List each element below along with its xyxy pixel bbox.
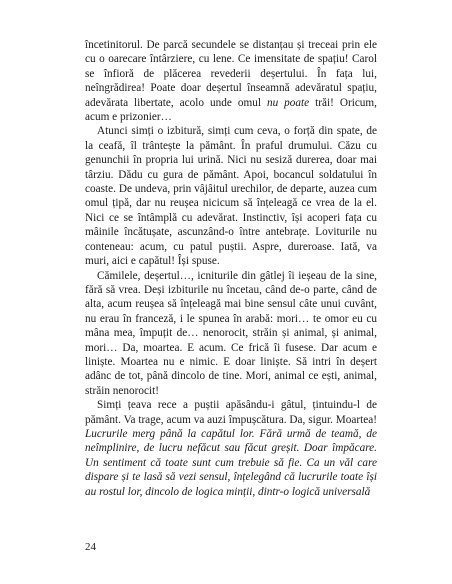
text-run: Atunci simți o izbitură, simți cum ceva, o forță din spate, de la ceafă, îl trântește la pământ. În praful drumului. Căzu cu genunchii în propria lui urină. Nici nu sesiză durerea, doar mai târziu. Dădu cu gura de pământ. Apoi, bocancul soldatului în coaste. De undeva, prin vâjâitul urechilor, de departe, auzea cum omul țipă, dar nu reușea nicicum să înțeleagă ce vrea de la el. Nici ce se întâmplă cu adevărat. Instinctiv, își acoperi fața cu mâinile încătușate, ascunzând-o între antebrațe. Loviturile nu conteneau: acum, cu patul puștii. Aspre, dureroase. Iată, va muri, aici e capătul! Își spuse. xyxy=(85,125,377,268)
paragraph xyxy=(85,38,377,124)
italic-run: Lucrurile merg până la capătul lor. Fără urmă de teamă, de neîmplinire, de lucru nefăcut sau făcut greșit. Doar împăcare. Un sentiment că toate sunt cum trebuie să fie. Ca un văl care dispare și te lasă să vezi sensul, înțelegând că lucrurile toate își au rostul lor, dincolo de logica minții, dintr-o logică universală xyxy=(85,427,377,498)
paragraph xyxy=(85,398,377,499)
body-text xyxy=(85,38,377,499)
text-run: Cămilele, deșertul…, icniturile din gâtlej îi ieșeau de la sine, fără să vrea. Deși izbiturile nu încetau, când de-o parte, când de alta, acum reușea să înțeleagă mai bine sensul câte unui cuvânt, nu erau în franceză, i le spunea în arabă: mori… te omor eu cu mâna mea, împuțit de… nenorocit, străin și animal, și animal, mori… Da, moartea. E acum. Ce frică îi fusese. Dar acum e liniște. Moartea nu e nimic. E doar liniște. Să intri în deșert adânc de tot, până dincolo de tine. Mori, animal ce ești, animal, străin nenorocit! xyxy=(85,269,377,397)
text-run: încetinitorul. De parcă secundele se distanțau și treceai prin ele cu o oarecare întârziere, cu lene. Ce imensitate de spațiu! Carol se înfioră de plăcerea revederii deșertului. În fața lui, neîngrădirea! Poate doar deșertul înseamnă adevăratul spațiu, adevărata libertate, acolo unde omul xyxy=(85,39,377,109)
paragraph xyxy=(85,269,377,399)
text-run: Simți țeava rece a puștii apăsându-i gâtul, țintuindu-l de pământ. Va trage, acum va auzi împușcătura. Da, sigur. Moartea! xyxy=(85,399,377,426)
paragraph xyxy=(85,124,377,268)
page-number: 24 xyxy=(85,541,96,553)
text-run: trăi! Oricum, acum e prizonier… xyxy=(85,96,377,124)
italic-run: nu poate xyxy=(266,96,310,109)
